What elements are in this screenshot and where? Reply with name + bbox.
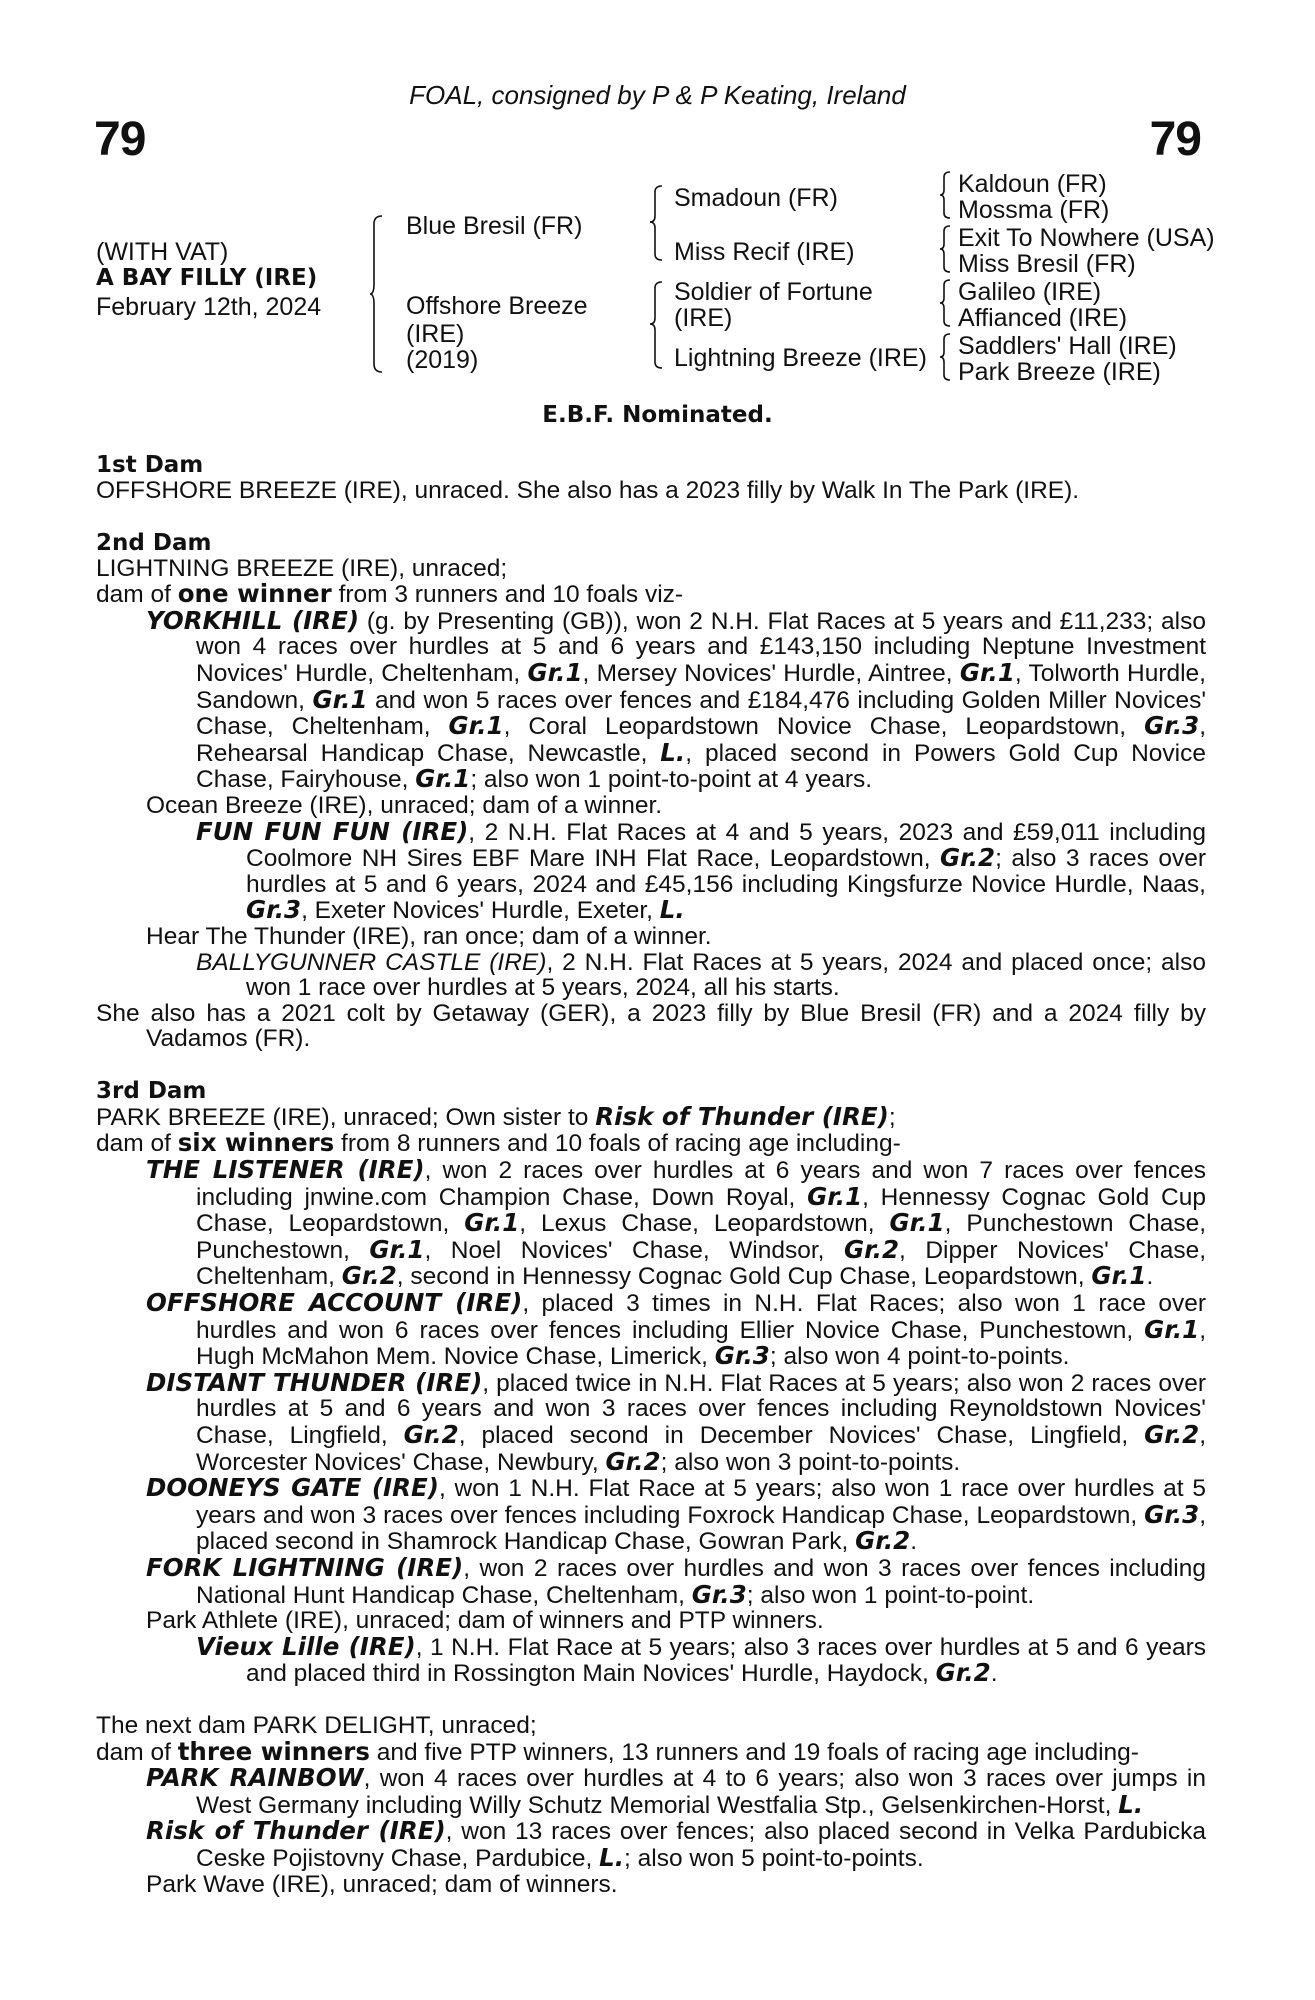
grade-badge: Gr.1 [1144,1314,1200,1344]
grade-badge: Gr.1 [369,1234,425,1264]
progeny-offshore-account: OFFSHORE ACCOUNT (IRE), placed 3 times in N.H. Flat Races; also won 1 race over hurdles and won 6 races over fences including Ellier Novice Chase, Punchestown, Gr.1, Hugh McMahon Mem. Novice Chase, Limerick, Gr.3; also won 4 point-to-points. [146,1288,1207,1371]
bracket-dam [650,280,668,372]
grade-badge: Gr.2 [843,1234,900,1264]
progeny-yorkhill: YORKHILL (IRE) (g. by Presenting (GB)), won 2 N.H. Flat Races at 5 years and £11,233; also won 4 races over hurdles at 5 and 6 years and £143,150 including Neptune Investment Novices' Hurdle, Cheltenham, Gr.1, Mersey Novices' Hurdle, Aintree, Gr.1, Tolworth Hurdle, Sandown, Gr.1 and won 5 races over fences and £184,476 including Golden Miller Novices' Chase, Cheltenham, Gr.1, Coral Leopardstown Novice Chase, Leopardstown, Gr.3, Rehearsal Handicap Chase, Newcastle, L., placed second in Powers Gold Cup Novice Chase, Fairyhouse, Gr.1; also won 1 point-to-point at 4 years. [146,605,1207,794]
progeny-vieux-lille: Vieux Lille (IRE), 1 N.H. Flat Race at 5 years; also 3 races over hurdles at 5 and 6 years and placed third in Rossington Main Novices' Hurdle, Haydock, Gr.2. [196,1631,1206,1688]
first-dam-text: OFFSHORE BREEZE (IRE), unraced. She also has a 2023 filly by Walk In The Park (IRE). [96,477,1080,504]
progeny-dooneys-gate: DOONEYS GATE (IRE), won 1 N.H. Flat Race at 5 years; also won 1 race over hurdles at 5 years and won 3 races over fences including Foxrock Handicap Chase, Leopardstown, Gr.3, placed second in Shamrock Handicap Chase, Gowran Park, Gr.2. [146,1473,1206,1556]
sire-sire: Smadoun (FR) [674,184,838,212]
ebf-nominated: E.B.F. Nominated. [542,402,773,428]
horse-risk-of-thunder: Risk of Thunder (IRE) [146,1816,446,1846]
progeny-distant-thunder: DISTANT THUNDER (IRE), placed twice in N.H. Flat Races at 5 years; also won 2 races over hurdles at 5 and 6 years and won 3 races over fences including Reynoldstown Novices' Chase, Lingfield, Gr.2, placed second in December Novices' Chase, Lingfield, Gr.2, Worcester Novices' Chase, Newbury, Gr.2; also won 3 point-to-points. [146,1367,1206,1476]
bracket-ds [940,278,956,328]
dd-sire: Saddlers' Hall (IRE) [958,332,1177,360]
winners-count: three winners [177,1736,370,1766]
grade-badge: Gr.1 [959,657,1015,687]
horse-distant-thunder: DISTANT THUNDER (IRE) [146,1367,483,1397]
progeny-ballygunner-castle: BALLYGUNNER CASTLE (IRE), 2 N.H. Flat Races at 5 years, 2024 and placed once; also won 1 race over hurdles at 5 years, 2024, all his starts. [196,948,1206,1002]
progeny-hear-the-thunder: Hear The Thunder (IRE), ran once; dam of a winner. [146,922,712,950]
bracket-dd [940,332,956,382]
sd-dam: Miss Bresil (FR) [958,250,1136,278]
grade-badge: Gr.3 [714,1341,770,1371]
dam-dam: Lightning Breeze (IRE) [674,344,927,372]
progeny-park-rainbow: PARK RAINBOW, won 4 races over hurdles at 4 to 6 years; also won 3 races over jumps in West Germany including Willy Schutz Memorial Westfalia Stp., Gelsenkirchen-Horst, L. [146,1763,1206,1819]
horse-vieux-lille: Vieux Lille (IRE) [196,1631,416,1661]
catalogue-body [96,452,1206,1897]
sire-dam: Miss Recif (IRE) [674,238,855,266]
progeny-park-athlete: Park Athlete (IRE), unraced; dam of winners and PTP winners. [146,1607,824,1635]
grade-badge: Gr.1 [415,764,471,794]
horse-dob: February 12th, 2024 [96,293,322,321]
horse-risk-of-thunder-ref: Risk of Thunder (IRE) [595,1101,889,1131]
listed-badge: L. [599,1842,625,1872]
listed-badge: L. [1118,1789,1144,1819]
listed-badge: L. [659,895,685,925]
third-dam-summary: dam of six winners from 8 runners and 10 foals of racing age including- [96,1128,901,1158]
grade-badge: Gr.1 [1091,1261,1147,1291]
second-dam-summary: dam of one winner from 3 runners and 10 foals viz- [96,579,684,609]
ss-dam: Mossma (FR) [958,196,1110,224]
horse-fun-fun-fun: FUN FUN FUN (IRE) [196,816,469,846]
dam-line1: Offshore Breeze [406,292,588,320]
dam-line2: (IRE) [406,320,465,348]
winners-count: six winners [177,1128,335,1158]
ds-sire: Galileo (IRE) [958,278,1102,306]
grade-badge: Gr.1 [527,657,583,687]
grade-badge: Gr.1 [312,684,368,714]
lot-number-left: 79 [94,113,146,166]
progeny-park-wave: Park Wave (IRE), unraced; dam of winners. [146,1870,618,1898]
sd-sire: Exit To Nowhere (USA) [958,224,1215,252]
dam-sire-line2: (IRE) [674,304,733,332]
progeny-the-listener: THE LISTENER (IRE), won 2 races over hurdles at 6 years and won 7 races over fences including jnwine.com Champion Chase, Down Royal, Gr.1, Hennessy Cognac Gold Cup Chase, Leopardstown, Gr.1, Lexus Chase, Leopardstown, Gr.1, Punchestown Chase, Punchestown, Gr.1, Noel Novices' Chase, Windsor, Gr.2, Dipper Novices' Chase, Cheltenham, Gr.2, second in Hennessy Cognac Gold Cup Chase, Leopardstown, Gr.1. [146,1155,1206,1291]
grade-badge: Gr.2 [1144,1420,1200,1449]
winners-count: one winner [177,579,332,609]
grade-badge: Gr.3 [691,1579,747,1609]
grade-badge: Gr.3 [1144,1499,1200,1529]
dam-sire-line1: Soldier of Fortune [674,278,873,306]
bracket-sire [650,184,668,264]
bracket-sd [940,224,956,274]
grade-badge: Gr.3 [1144,711,1200,741]
bracket-ss [940,170,956,220]
horse-offshore-account: OFFSHORE ACCOUNT (IRE) [146,1288,523,1318]
horse-park-rainbow: PARK RAINBOW [146,1763,364,1793]
vat-note: (WITH VAT) [96,238,229,266]
progeny-ocean-breeze: Ocean Breeze (IRE), unraced; dam of a winner. [146,791,663,819]
grade-badge: Gr.1 [807,1181,863,1211]
grade-badge: Gr.2 [940,843,996,873]
horse-the-listener: THE LISTENER (IRE) [146,1155,425,1185]
third-dam-heading: 3rd Dam [96,1077,207,1104]
second-dam-also: She also has a 2021 colt by Getaway (GER), a 2023 filly by Blue Bresil (FR) and a 2024 filly by Vadamos (FR). [96,999,1206,1053]
ds-dam: Affianced (IRE) [958,304,1128,332]
grade-badge: Gr.2 [341,1261,397,1291]
grade-badge: Gr.1 [448,711,504,741]
progeny-fun-fun-fun: FUN FUN FUN (IRE), 2 N.H. Flat Races at 4 and 5 years, 2023 and £59,011 including Coolmore NH Sires EBF Mare INH Flat Race, Leopardstown, Gr.2; also 3 races over hurdles at 5 and 6 years, 2024 and £45,156 including Kingsfurze Novice Hurdle, Naas, Gr.3, Exeter Novices' Hurdle, Exeter, L. [196,816,1206,925]
horse-name: A BAY FILLY (IRE) [96,265,318,291]
second-dam-line: LIGHTNING BREEZE (IRE), unraced; [96,554,508,582]
dam-line3: (2019) [406,346,479,374]
progeny-fork-lightning: FORK LIGHTNING (IRE), won 2 races over hurdles and won 3 races over fences including National Hunt Handicap Chase, Cheltenham, Gr.3; also won 1 point-to-point. [146,1552,1206,1609]
grade-badge: Gr.3 [246,895,302,925]
grade-badge: Gr.2 [855,1526,911,1556]
grade-badge: Gr.1 [464,1208,520,1238]
horse-ballygunner-castle: BALLYGUNNER CASTLE (IRE) [196,948,547,976]
grade-badge: Gr.2 [935,1658,991,1688]
horse-yorkhill: YORKHILL (IRE) [146,605,360,635]
lot-number-right: 79 [1149,113,1201,166]
grade-badge: Gr.2 [605,1446,661,1476]
sire: Blue Bresil (FR) [406,212,583,240]
bracket-gen1 [370,214,390,374]
first-dam-heading: 1st Dam [96,452,204,478]
progeny-risk-of-thunder: Risk of Thunder (IRE), won 13 races over fences; also placed second in Velka Pardubicka Ceske Pojistovny Chase, Pardubice, L.; also won 5 point-to-points. [146,1816,1206,1872]
third-dam-line: PARK BREEZE (IRE), unraced; Own sister to Risk of Thunder (IRE); [96,1101,896,1131]
next-dam-line: The next dam PARK DELIGHT, unraced; [96,1711,537,1739]
grade-badge: Gr.2 [403,1420,459,1449]
consignment-line: FOAL, consigned by P & P Keating, Ireland [409,80,906,110]
next-dam-summary: dam of three winners and five PTP winners, 13 runners and 19 foals of racing age including- [96,1736,1139,1766]
grade-badge: Gr.1 [889,1208,945,1238]
horse-fork-lightning: FORK LIGHTNING (IRE) [146,1552,464,1582]
horse-dooneys-gate: DOONEYS GATE (IRE) [146,1473,439,1503]
dd-dam: Park Breeze (IRE) [958,358,1161,386]
listed-badge: L. [660,737,686,767]
ss-sire: Kaldoun (FR) [958,170,1107,198]
second-dam-heading: 2nd Dam [96,529,212,556]
